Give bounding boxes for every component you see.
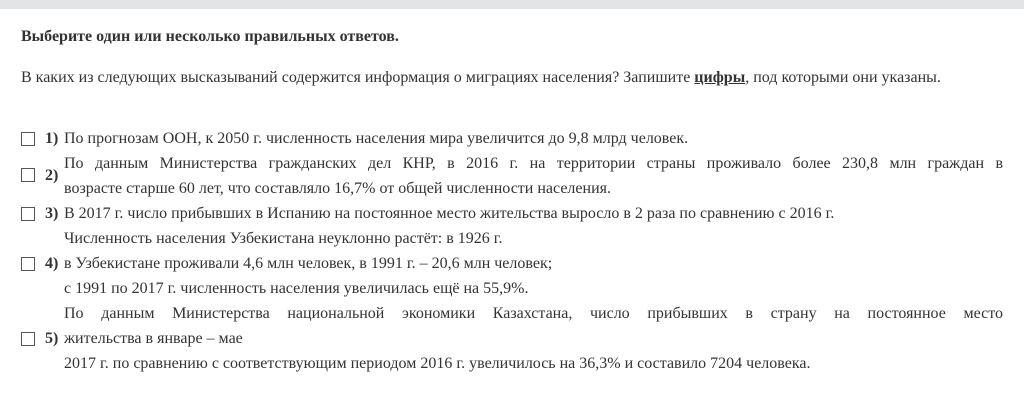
option-1-line-1: По прогнозам ООН, к 2050 г. численность населения мира увеличится до 9,8 млрд человек. [64, 130, 689, 147]
option-5-line-3: 2017 г. по сравнению с соответствующим периодом 2016 г. увеличилось на 36,3% и составило 7204 человека. [64, 355, 811, 372]
checkbox-option-4[interactable] [21, 257, 35, 271]
option-number-1: 1) [45, 130, 59, 147]
question-text-end: , под которыми они указаны. [745, 69, 941, 86]
option-2-line-1: По данным Министерства гражданских дел КНР, в 2016 г. на территории страны проживало более 230,8 млн граждан в [64, 155, 1003, 172]
question-text-start: В каких из следующих высказываний содержится информация о миграциях населения? Запишите [21, 69, 695, 86]
option-5-line-2: жительства в январе – мае [64, 330, 243, 347]
question-text [21, 65, 1003, 90]
option-4-line-2: в Узбекистане проживали 4,6 млн человек, в 1991 г. – 20,6 млн человек; [64, 255, 553, 272]
option-2-line-2: возрасте старше 60 лет, что составляло 16,7% от общей численности населения. [64, 180, 611, 197]
instruction-text: Выберите один или несколько правильных ответов. [21, 28, 399, 45]
checkbox-option-1[interactable] [21, 132, 35, 146]
option-number-2: 2) [45, 167, 59, 184]
option-4-line-1: Численность населения Узбекистана неуклонно растёт: в 1926 г. [64, 230, 503, 247]
option-number-3: 3) [45, 205, 59, 222]
option-4-line-3: с 1991 по 2017 г. численность населения увеличилась ещё на 55,9%. [64, 280, 529, 297]
option-number-5: 5) [45, 330, 59, 347]
top-bar [0, 0, 1024, 9]
question-keyword: цифры [694, 69, 746, 86]
option-5-line-1: По данным Министерства национальной экономики Казахстана, число прибывших в страну на постоянное место [64, 305, 1003, 322]
option-number-4: 4) [45, 255, 59, 272]
checkbox-option-3[interactable] [21, 207, 35, 221]
checkbox-option-2[interactable] [21, 168, 35, 182]
checkbox-option-5[interactable] [21, 332, 35, 346]
option-3-line-1: В 2017 г. число прибывших в Испанию на постоянное место жительства выросло в 2 раза по сравнению с 2016 г. [64, 205, 835, 222]
